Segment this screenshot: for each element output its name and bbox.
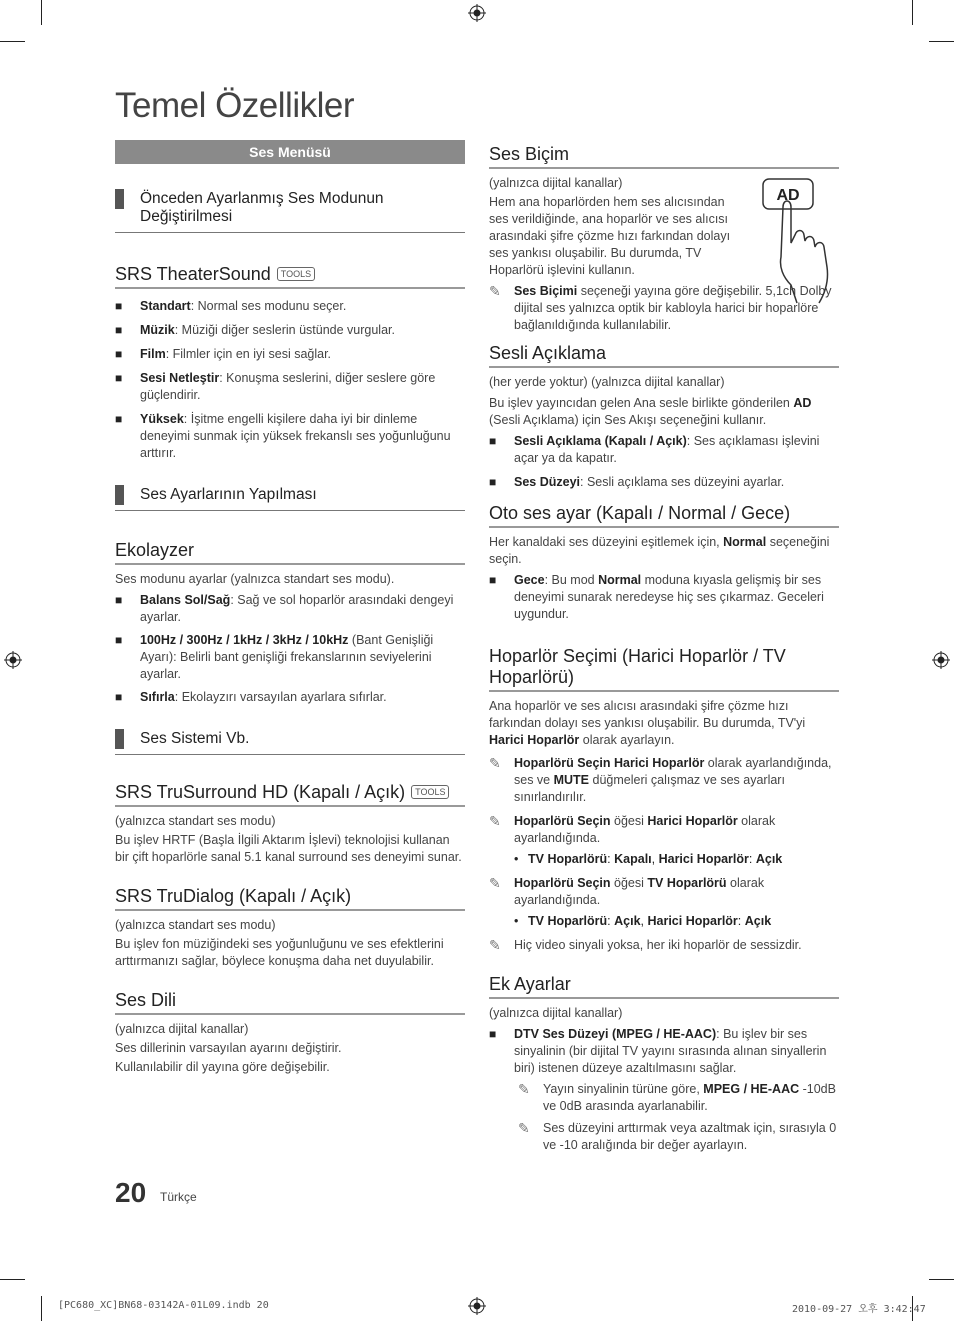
section-desc: (yalnızca standart ses modu) <box>115 814 276 828</box>
heading-text: SRS TruSurround HD (Kapalı / Açık) <box>115 782 406 802</box>
note-icon: ✎ <box>518 1120 530 1136</box>
ses-bicim-block <box>489 175 839 334</box>
page-title: Temel Özellikler <box>115 86 354 125</box>
crop-mark <box>0 41 25 42</box>
right-column <box>489 140 839 1154</box>
registration-mark-icon <box>932 651 950 669</box>
crop-mark <box>0 1279 25 1280</box>
list-item: ■ 100Hz / 300Hz / 1kHz / 3kHz / 10kHz (Bant Genişliği Ayarı): Belirli bant genişliği frekanslarının seviyelerini ayarlar. <box>115 633 434 681</box>
footer-file-info: [PC680_XC]BN68-03142A-01L09.indb 20 <box>58 1300 269 1311</box>
section-heading-ses-bicim: Ses Biçim <box>489 144 839 169</box>
dot-item: • TV Hoparlörü: Kapalı, Harici Hoparlör: Açık <box>514 852 783 866</box>
note-icon: ✎ <box>489 875 501 891</box>
note: ✎ Hoparlörü Seçin öğesi Harici Hoparlör olarak ayarlandığında. <box>489 813 776 845</box>
section-heading-ek-ayarlar: Ek Ayarlar <box>489 974 839 999</box>
crop-mark <box>929 41 954 42</box>
note-icon: ✎ <box>489 755 501 771</box>
list-item: ■ Balans Sol/Sağ: Sağ ve sol hoparlör arasındaki dengeyi ayarlar. <box>115 593 454 624</box>
note: ✎ Hoparlörü Seçin öğesi TV Hoparlörü olarak ayarlandığında. <box>489 875 765 907</box>
list-item: ■ Sıfırla: Ekolayzırı varsayılan ayarlara sıfırlar. <box>115 690 387 704</box>
section-heading-ekolayzer: Ekolayzer <box>115 540 465 565</box>
section-heading-srs-theatersound <box>115 264 465 289</box>
bullet-list <box>489 433 839 491</box>
remote-ad-button-hand-icon <box>757 177 841 305</box>
footer-timestamp: 2010-09-27 오후 3:42:47 <box>792 1304 926 1315</box>
section-desc: Ses dillerinin varsayılan ayarını değiştirir. <box>115 1041 342 1055</box>
list-item: ■ Ses Düzeyi: Sesli açıklama ses düzeyini ayarlar. <box>489 475 785 489</box>
ad-button-label: AD <box>776 187 800 204</box>
subsection-header: Ses Sistemi Vb. <box>115 726 465 755</box>
registration-mark-icon <box>4 651 22 669</box>
section-desc: (yalnızca standart ses modu) <box>115 918 276 932</box>
left-column <box>115 140 465 1076</box>
bullet-list <box>115 592 465 706</box>
list-item: ■ Yüksek: İşitme engelli kişilere daha iyi bir dinleme deneyimi sunmak için yüksek frekanslı ses yoğunluğunu arttırır. <box>115 412 451 460</box>
note-icon: ✎ <box>489 937 501 953</box>
section-desc: (yalnızca dijital kanallar) <box>489 1006 623 1020</box>
note: ✎ Hoparlörü Seçin Harici Hoparlör olarak ayarlandığında, ses ve MUTE düğmeleri çalışmaz ve ses ayarları sınırlandırılır. <box>489 755 832 804</box>
section-desc: Bu işlev HRTF (Başla İlgili Aktarım İşlevi) teknolojisi kullanan bir çift hoparlörle sanal 5.1 kanal surround ses deneyimi sunar. <box>115 833 462 864</box>
crop-mark <box>41 0 42 25</box>
section-heading-trusurround <box>115 782 465 807</box>
list-item: ■ Müzik: Müziği diğer seslerin üstünde vurgular. <box>115 323 395 337</box>
section-desc: Kullanılabilir dil yayına göre değişebilir. <box>115 1060 330 1074</box>
crop-mark <box>41 1296 42 1321</box>
section-desc: Bu işlev yayıncıdan gelen Ana sesle birlikte gönderilen AD (Sesli Açıklama) için Ses Akışı seçeneğini kullanır. <box>489 396 812 427</box>
section-heading-trudialog: SRS TruDialog (Kapalı / Açık) <box>115 886 465 911</box>
note: ✎ Ses düzeyini arttırmak veya azaltmak için, sırasıyla 0 ve -10 aralığında bir değer ayarlayın. <box>518 1120 837 1152</box>
list-item: ■ DTV Ses Düzeyi (MPEG / HE-AAC): Bu işlev bir ses sinyalinin (bir dijital TV yayını sırasında alınan sinyallerin biri) istenen düzeye azaltılmasını sağlar. <box>489 1027 827 1075</box>
section-heading-ses-dili: Ses Dili <box>115 990 465 1015</box>
page-language: Türkçe <box>160 1190 197 1204</box>
dot-item: • TV Hoparlörü: Açık, Harici Hoparlör: Açık <box>514 914 772 928</box>
list-item: ■ Film: Filmler için en iyi sesi sağlar. <box>115 347 332 361</box>
section-desc: Bu işlev fon müziğindeki ses yoğunluğunu ve ses efektlerini arttırmanızı sağlar, böylece konuşma daha net duyulabilir. <box>115 937 444 968</box>
note: ✎ Yayın sinyalinin türüne göre, MPEG / HE-AAC -10dB ve 0dB arasında ayarlanabilir. <box>518 1081 836 1113</box>
section-heading-hoparlor-secimi: Hoparlör Seçimi (Harici Hoparlör / TV Hoparlörü) <box>489 646 839 692</box>
note-icon: ✎ <box>518 1081 530 1097</box>
section-desc: (yalnızca dijital kanallar) <box>489 176 623 190</box>
note-icon: ✎ <box>489 813 501 829</box>
section-desc: (yalnızca dijital kanallar) <box>115 1022 249 1036</box>
page-number: 20 <box>115 1177 147 1208</box>
crop-mark <box>912 0 913 25</box>
heading-text: SRS TheaterSound <box>115 264 271 284</box>
section-heading-sesli-aciklama: Sesli Açıklama <box>489 343 839 368</box>
section-heading-oto-ses-ayar: Oto ses ayar (Kapalı / Normal / Gece) <box>489 503 839 528</box>
registration-mark-icon <box>468 4 486 22</box>
tools-icon: TOOLS <box>411 785 449 799</box>
list-item: ■ Standart: Normal ses modunu seçer. <box>115 299 347 313</box>
list-item: ■ Sesli Açıklama (Kapalı / Açık): Ses açıklaması işlevini açar ya da kapatır. <box>489 434 820 465</box>
note: ✎ Hiç video sinyali yoksa, her iki hoparlör de sessizdir. <box>489 937 802 953</box>
crop-mark <box>929 1279 954 1280</box>
note: ✎ Ses Biçimi seçeneği yayına göre değişebilir. 5,1ch Dolby dijital ses yalnızca optik bir kabloyla harici bir hoparlöre bağlanıldığında kullanılabilir. <box>489 283 832 332</box>
section-desc: Her kanaldaki ses düzeyini eşitlemek için, Normal seçeneğini seçin. <box>489 535 830 566</box>
note-icon: ✎ <box>489 283 501 299</box>
registration-mark-icon <box>468 1297 486 1315</box>
ses-menusu-bar: Ses Menüsü <box>115 140 465 164</box>
section-desc: Ses modunu ayarlar (yalnızca standart ses modu). <box>115 572 395 586</box>
list-item: ■ Gece: Bu mod Normal moduna kıyasla gelişmiş bir ses deneyimi sunarak neredeyse hiç ses çıkarmaz. Geceleri uygundur. <box>489 573 824 621</box>
bullet-list <box>115 298 465 462</box>
subsection-header: Ses Ayarlarının Yapılması <box>115 482 465 511</box>
section-desc: (her yerde yoktur) (yalnızca dijital kanallar) <box>489 375 725 389</box>
section-desc: Hem ana hoparlörden hem ses alıcısından ses verildiğinde, ana hoparlör ve ses alıcısı arasındaki şifre çözme hızı farkından dolayı ses yankısı oluşabilir. Bu durumda, TV Hoparlörü işlevini kullanın. <box>489 195 731 277</box>
section-desc: Ana hoparlör ve ses alıcısı arasındaki şifre çözme hızı farkından dolayı ses yankısı oluşabilir. Bu durumda, TV'yi Harici Hoparlör olarak ayarlayın. <box>489 699 806 747</box>
list-item: ■ Sesi Netleştir: Konuşma seslerini, diğer seslere göre güçlendirir. <box>115 371 436 402</box>
subsection-header: Önceden Ayarlanmış Ses Modunun Değiştirilmesi <box>115 186 465 233</box>
tools-icon: TOOLS <box>277 267 315 281</box>
